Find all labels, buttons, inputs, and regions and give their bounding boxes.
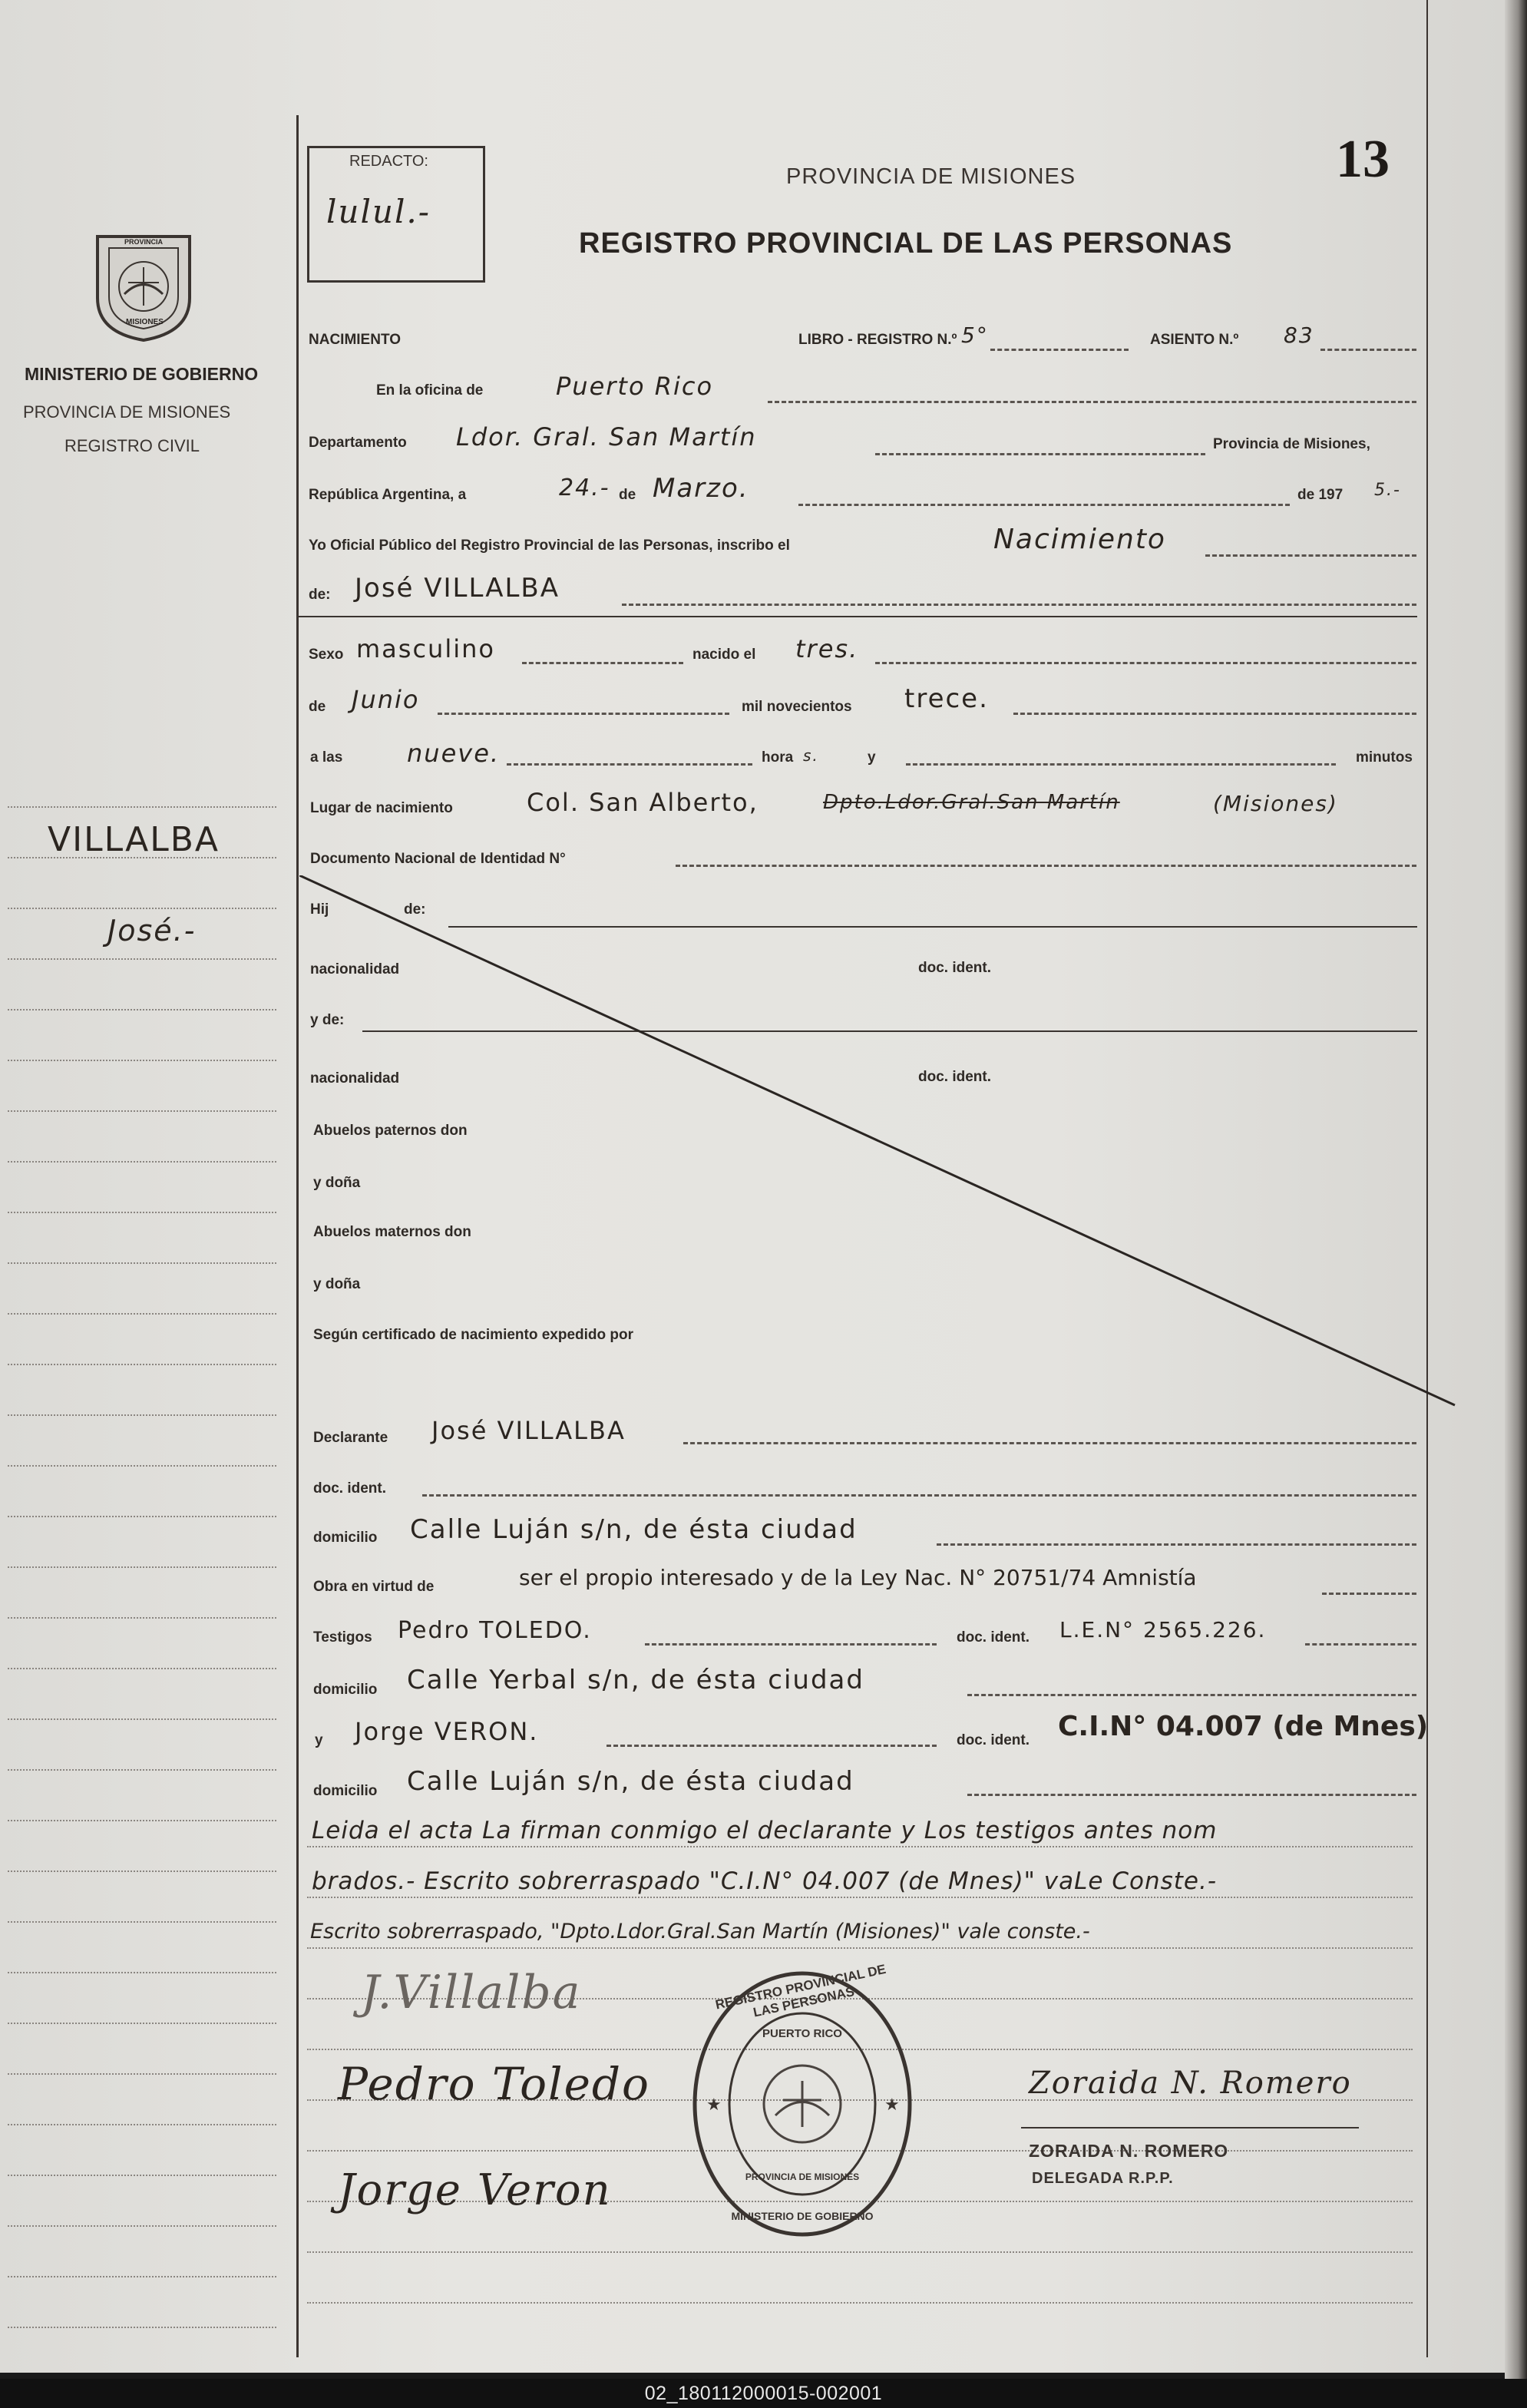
margin-rule-line [8, 1262, 276, 1264]
obra-label: Obra en virtud de [313, 1579, 435, 1595]
domicilio3-value: Calle Luján s/n, de ésta ciudad [407, 1766, 854, 1797]
svg-text:★: ★ [706, 2095, 722, 2115]
header-registry: REGISTRO PROVINCIAL DE LAS PERSONAS [579, 227, 1233, 260]
sidebar-given-name: José.- [107, 914, 197, 948]
testigo1-value: Pedro TOLEDO. [398, 1617, 592, 1644]
lugar-paren: (Misiones) [1213, 791, 1338, 816]
y-label: y [868, 749, 876, 766]
margin-rule-line [8, 1972, 276, 1973]
sidebar-ministry: MINISTERIO DE GOBIERNO [25, 364, 259, 384]
svg-text:★: ★ [884, 2095, 900, 2115]
libro-label: LIBRO - REGISTRO N.º [798, 332, 957, 348]
margin-rule-line [8, 1820, 276, 1821]
domicilio3-dots [967, 1794, 1416, 1796]
body-rule-line [307, 2251, 1413, 2253]
minutos-label: minutos [1356, 749, 1413, 766]
header-province: PROVINCIA DE MISIONES [786, 164, 1076, 189]
nacido-value: tres. [795, 634, 859, 663]
domicilio-value: Calle Luján s/n, de ésta ciudad [410, 1514, 858, 1545]
margin-rule-line [8, 1414, 276, 1416]
asiento-value: 83 [1284, 322, 1314, 348]
segun-label: Según certificado de nacimiento expedido por [313, 1327, 634, 1343]
margin-rule-line [8, 1364, 276, 1365]
margin-rule-line [8, 1769, 276, 1771]
paper-edge [1505, 0, 1527, 2380]
margin-rule-line [8, 1516, 276, 1517]
libro-dots [990, 349, 1129, 351]
a-las-label: a las [310, 749, 343, 766]
nacionalidad-label: nacionalidad [310, 961, 400, 977]
margin-rule-line [8, 1009, 276, 1011]
oficina-dots [768, 401, 1416, 403]
y-dona-label: y doña [313, 1175, 361, 1191]
person-dots [622, 604, 1416, 606]
sexo-dots [522, 662, 683, 664]
signature-declarante: J.Villalba [361, 1966, 582, 2019]
sidebar-surname: VILLALBA [48, 820, 220, 859]
official-stamp [683, 1961, 921, 2242]
oficial-label: Yo Oficial Público del Registro Provincial de las Personas, inscribo el [309, 538, 790, 554]
declarante-label: Declarante [313, 1430, 388, 1446]
margin-rule-line [8, 958, 276, 960]
margin-rule-line [8, 1313, 276, 1315]
y-dona2-label: y doña [313, 1276, 361, 1292]
domicilio3-label: domicilio [313, 1783, 378, 1799]
lugar-label: Lugar de nacimiento [310, 800, 453, 816]
doc-ident2-label: doc. ident. [918, 1069, 991, 1085]
margin-rule-line [8, 1110, 276, 1112]
lugar-value: Col. San Alberto, [527, 788, 759, 817]
margin-rule-line [8, 2225, 276, 2227]
abuelos-maternos-label: Abuelos maternos don [313, 1224, 471, 1240]
margin-rule-line [8, 1060, 276, 1061]
margin-rule-line [8, 1871, 276, 1872]
signature-testigo1: Pedro Toledo [338, 2058, 650, 2110]
stamp-ring-text: REGISTRO PROVINCIAL DE LAS PERSONAS [714, 1961, 887, 2020]
margin-rule-line [8, 1465, 276, 1467]
margin-rule-line [8, 2073, 276, 2075]
page-number: 13 [1336, 130, 1390, 189]
minutos-dots [906, 763, 1336, 766]
oficina-value: Puerto Rico [556, 372, 714, 401]
margin-rule-line [8, 1212, 276, 1213]
oficina-label: En la oficina de [376, 382, 484, 399]
person-value: José VILLALBA [355, 573, 560, 604]
stamp-inner-top: PUERTO RICO [762, 2027, 842, 2040]
doc-ident-label: doc. ident. [918, 960, 991, 976]
sidebar-province: PROVINCIA DE MISIONES [23, 402, 231, 422]
departamento-dots [875, 453, 1205, 455]
departamento-value: Ldor. Gral. San Martín [456, 422, 757, 452]
redacto-box [307, 146, 485, 283]
body-rule-line [307, 1846, 1413, 1847]
domicilio2-value: Calle Yerbal s/n, de ésta ciudad [407, 1665, 864, 1695]
declarante-dots [683, 1442, 1416, 1444]
margin-rule-line [8, 2276, 276, 2277]
margin-rule-line [8, 2327, 276, 2328]
margin-rule-line [8, 2175, 276, 2176]
doc-ident4-label: doc. ident. [957, 1629, 1030, 1646]
domicilio-dots [937, 1543, 1416, 1546]
testigos-label: Testigos [313, 1629, 372, 1646]
seal-top-text: PROVINCIA [124, 238, 164, 246]
y-de-label: y de: [310, 1012, 345, 1028]
note-line-2: brados.- Escrito sobrerraspado "C.I.N° 04.007 (de Mnes)" vaLe Conste.- [312, 1867, 1218, 1895]
stamp-inner-bottom: PROVINCIA DE MISIONES [745, 2172, 860, 2182]
note-line-3: Escrito sobrerraspado, "Dpto.Ldor.Gral.San Martín (Misiones)" vale conste.- [310, 1920, 1090, 1943]
de-year-label: de 197 [1297, 487, 1344, 503]
official-signature: Zoraida N. Romero [1029, 2066, 1352, 2101]
redacto-label: REDACTO: [349, 153, 428, 170]
hora-dots [507, 763, 752, 766]
de-person-label: de: [309, 587, 331, 603]
official-signature-line [1021, 2127, 1359, 2128]
libro-value: 5° [961, 322, 989, 348]
margin-rule-line [8, 1718, 276, 1720]
day-value: 24.- [559, 475, 610, 501]
year-value: 5.- [1374, 481, 1401, 500]
margin-rule-line [8, 2124, 276, 2125]
nacido-dots [875, 662, 1416, 664]
note-line-1: Leida el acta La firman conmigo el declarante y Los testigos antes nom [312, 1817, 1218, 1844]
margin-rule-line [8, 2023, 276, 2024]
de2-label: de [309, 699, 326, 715]
republica-label: República Argentina, a [309, 487, 467, 503]
hij-label: Hij [310, 901, 329, 918]
nacimiento-label: NACIMIENTO [309, 332, 401, 348]
hora-value: nueve. [407, 739, 501, 768]
domicilio-label: domicilio [313, 1530, 378, 1546]
birth-month-value: Junio [352, 685, 420, 714]
asiento-label: ASIENTO N.º [1150, 332, 1239, 348]
margin-rule-line [8, 1668, 276, 1669]
nacido-label: nacido el [692, 647, 756, 663]
mil-dots [1013, 713, 1416, 715]
doc-ident5-label: doc. ident. [957, 1732, 1030, 1748]
left-margin-rule [296, 115, 299, 2357]
doc-ident3-dots [422, 1494, 1416, 1497]
asiento-dots [1320, 349, 1416, 351]
sexo-label: Sexo [309, 647, 344, 663]
testigo1-doc: L.E.N° 2565.226. [1059, 1617, 1267, 1642]
signature-testigo2: Jorge Veron [338, 2165, 612, 2215]
official-name: ZORAIDA N. ROMERO [1029, 2141, 1229, 2161]
testigo2-dots [607, 1745, 937, 1747]
margin-rule-line [8, 908, 276, 909]
hora-extra: s. [803, 746, 819, 765]
domicilio2-label: domicilio [313, 1682, 378, 1698]
lugar-struck: Dpto.Ldor.Gral.San Martín [823, 791, 1120, 814]
body-rule-line [307, 2302, 1413, 2304]
section-divider [298, 616, 1417, 617]
official-title: DELEGADA R.P.P. [1032, 2170, 1174, 2187]
departamento-label: Departamento [309, 435, 407, 451]
documento-label: Documento Nacional de Identidad N° [310, 851, 566, 867]
date-dots [798, 504, 1290, 506]
margin-rule-line [8, 806, 276, 808]
redacto-initials: lulul.- [326, 193, 431, 230]
birth-month-dots [438, 713, 729, 715]
nacionalidad2-label: nacionalidad [310, 1070, 400, 1087]
margin-rule-line [8, 1566, 276, 1568]
inscribo-value: Nacimiento [993, 524, 1166, 555]
testigo1-dots [645, 1643, 937, 1646]
declarante-value: José VILLALBA [431, 1416, 626, 1445]
testigo1-doc-dots [1305, 1643, 1416, 1646]
testigo2-value: Jorge VERON. [355, 1717, 539, 1746]
inscribo-dots [1205, 554, 1416, 557]
documento-dots [676, 865, 1416, 867]
mil-value: trece. [904, 683, 989, 714]
body-rule-line [307, 1897, 1413, 1898]
obra-dots [1322, 1593, 1416, 1595]
sexo-value: masculino [356, 634, 495, 663]
ministry-seal-icon [78, 221, 209, 344]
provincia-label: Provincia de Misiones, [1213, 436, 1370, 452]
margin-rule-line [8, 1921, 276, 1923]
seal-bottom-text: MISIONES [126, 318, 164, 326]
mil-label: mil novecientos [742, 699, 852, 715]
de-label: de [619, 487, 636, 503]
abuelos-paternos-label: Abuelos paternos don [313, 1123, 468, 1139]
domicilio2-dots [967, 1694, 1416, 1696]
month-value: Marzo. [653, 473, 749, 504]
obra-value: ser el propio interesado y de la Ley Nac. N° 20751/74 Amnistía [519, 1565, 1197, 1590]
sidebar-civil: REGISTRO CIVIL [64, 436, 200, 455]
margin-rule-line [8, 1161, 276, 1163]
cancel-diagonal [299, 875, 1459, 1413]
y2-label: y [315, 1732, 323, 1748]
body-rule-line [307, 1947, 1413, 1949]
stamp-bottom-text: MINISTERIO DE GOBIERNO [731, 2210, 874, 2222]
margin-rule-line [8, 1617, 276, 1619]
de-hij-label: de: [404, 901, 426, 918]
doc-ident3-label: doc. ident. [313, 1480, 386, 1497]
hora-label: hora [762, 749, 794, 766]
testigo2-doc: C.I.N° 04.007 (de Mnes) [1058, 1711, 1429, 1742]
image-caption: 02_180112000015-002001 [0, 2379, 1527, 2408]
